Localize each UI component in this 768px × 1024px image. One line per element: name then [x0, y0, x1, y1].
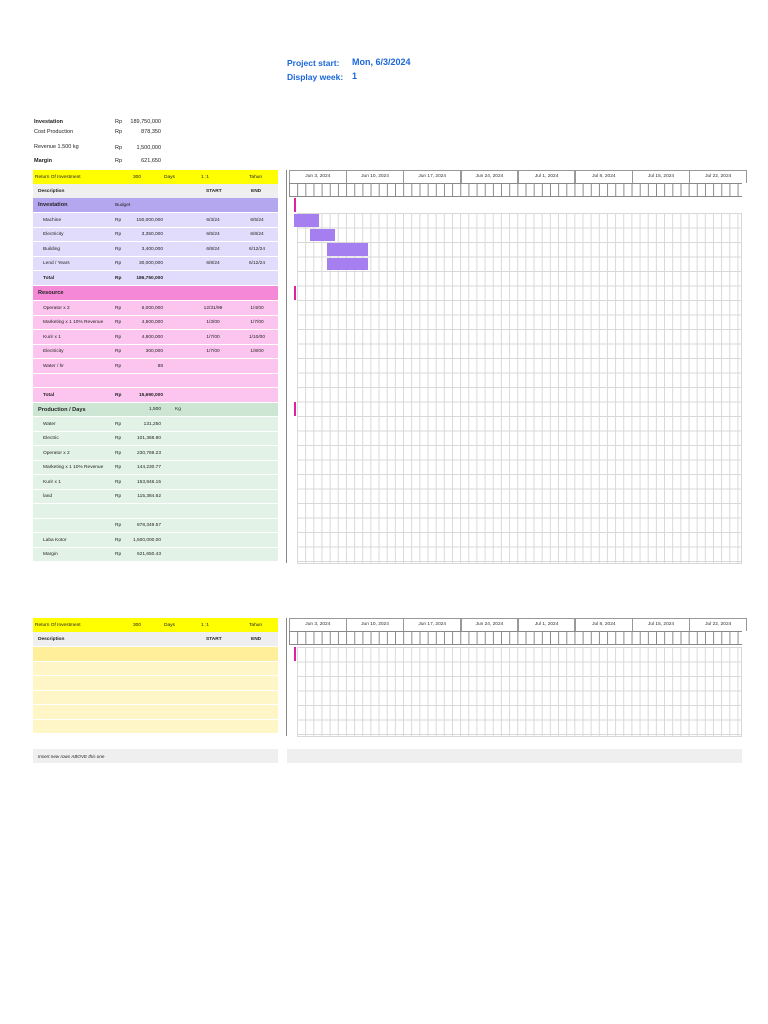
- gantt-grid-cells: [297, 647, 742, 737]
- row-desc: Laba Kotor: [43, 537, 67, 543]
- row-currency: Rp: [115, 217, 122, 223]
- row-end: 6/8/24: [250, 232, 264, 237]
- display-week-value[interactable]: 1: [352, 71, 358, 81]
- week-header: Jun 3, 2024: [289, 170, 347, 183]
- row-desc: Operator x 2: [43, 450, 70, 456]
- table-row[interactable]: [33, 316, 278, 331]
- row-desc: land: [43, 494, 53, 499]
- section-title: Production / Days: [38, 406, 86, 413]
- table-row[interactable]: [33, 257, 278, 272]
- total-currency: Rp: [115, 392, 122, 398]
- section-header-investation[interactable]: [33, 198, 278, 213]
- row-desc: Marketing x 1 10% Revenue: [43, 320, 104, 325]
- section-title: Investation: [38, 202, 68, 208]
- roi-unit: Days: [164, 174, 175, 180]
- roi-row: [33, 618, 278, 633]
- week-header: Jul 1, 2024: [518, 618, 576, 631]
- row-currency: Rp: [115, 334, 122, 340]
- row-value: 300,000: [145, 349, 163, 354]
- row-end: 1/4/00: [250, 305, 264, 311]
- table-row[interactable]: [33, 461, 278, 476]
- total-label: Total: [43, 275, 55, 281]
- column-end: END: [251, 188, 262, 194]
- display-week-label: Display week:: [287, 72, 344, 82]
- gantt-bar[interactable]: [327, 258, 368, 271]
- week-header: Jul 1, 2024: [518, 170, 576, 183]
- row-desc: Machine: [43, 217, 62, 223]
- row-currency: Rp: [115, 552, 122, 557]
- row-desc: Margin: [43, 552, 58, 557]
- roi-period: Tahun: [249, 174, 263, 180]
- row-start: 6/8/24: [206, 261, 220, 266]
- week-header: Jun 10, 2024: [346, 170, 404, 183]
- row-start: 6/3/24: [206, 217, 220, 223]
- roi-value[interactable]: 300: [133, 622, 142, 628]
- row-desc: Kurir x 1: [43, 334, 61, 340]
- row-currency: Rp: [115, 320, 122, 325]
- day-number-strip: [289, 183, 742, 197]
- row-value: 115,384.62: [137, 494, 161, 499]
- roi-row: [33, 170, 278, 185]
- week-header: Jun 17, 2024: [403, 170, 461, 183]
- row-start: 1/3/00: [206, 320, 220, 325]
- row-end: 6/5/24: [250, 217, 264, 223]
- total-value: 15,690,000: [138, 392, 163, 398]
- summary-currency: Rp: [115, 145, 123, 151]
- row-end: 1/8/00: [250, 349, 264, 354]
- week-header: Jul 22, 2024: [689, 170, 747, 183]
- week-header: Jul 22, 2024: [689, 618, 747, 631]
- insert-rows-note: Insert new rows ABOVE this one: [38, 754, 105, 759]
- total-row: [33, 271, 278, 286]
- budget-label: Budget: [115, 202, 131, 208]
- roi-label: Return Of Investment: [35, 622, 81, 628]
- week-header: Jul 15, 2024: [632, 170, 690, 183]
- table-row[interactable]: [33, 345, 278, 360]
- table-row[interactable]: [33, 475, 278, 490]
- table-row[interactable]: [33, 301, 278, 316]
- table-row[interactable]: [33, 691, 278, 706]
- row-currency: Rp: [115, 261, 122, 266]
- row-desc: Operator x 2: [43, 305, 70, 311]
- column-header-row: [33, 184, 278, 199]
- column-start: START: [206, 636, 222, 642]
- week-header: Jun 17, 2024: [403, 618, 461, 631]
- project-start-value[interactable]: Mon, 6/3/2024: [352, 57, 411, 67]
- row-value: 3,400,000: [141, 246, 163, 252]
- total-currency: Rp: [115, 275, 122, 281]
- table-row[interactable]: [33, 676, 278, 691]
- row-currency: Rp: [115, 537, 122, 543]
- column-description: Description: [38, 636, 65, 642]
- table-row[interactable]: [33, 720, 278, 735]
- gantt-bar[interactable]: [327, 243, 368, 256]
- row-desc: Lend / Years: [43, 261, 70, 266]
- week-header: Jul 8, 2024: [575, 170, 633, 183]
- summary-value: 1,500,000: [136, 145, 161, 151]
- table-row[interactable]: [33, 374, 278, 389]
- table-row[interactable]: [33, 519, 278, 534]
- summary-label: Margin: [34, 158, 53, 164]
- total-label: Total: [43, 392, 55, 398]
- roi-unit: Days: [164, 622, 175, 628]
- row-desc: Electric: [43, 436, 59, 441]
- row-currency: Rp: [115, 305, 122, 311]
- roi-label: Return Of Investment: [35, 174, 81, 180]
- row-desc: Marketing x 1 10% Revenue: [43, 465, 104, 470]
- gantt-divider: [286, 170, 287, 563]
- row-currency: Rp: [115, 436, 122, 441]
- table-row[interactable]: [33, 548, 278, 563]
- row-value: 150,000,000: [136, 217, 163, 223]
- row-end: 6/12/24: [248, 261, 265, 266]
- row-start: 6/8/24: [206, 246, 220, 252]
- summary-value: 189,750,000: [130, 119, 161, 125]
- table-row[interactable]: [33, 228, 278, 243]
- summary-currency: Rp: [115, 119, 123, 125]
- table-row[interactable]: [33, 647, 278, 662]
- today-marker: [294, 647, 296, 661]
- summary-value: 621,650: [141, 158, 161, 164]
- row-desc: Electricity: [43, 349, 64, 354]
- row-value: 1,500,000.00: [132, 537, 161, 543]
- today-marker: [294, 198, 296, 212]
- week-header: Jun 3, 2024: [289, 618, 347, 631]
- section-header-resource[interactable]: [33, 286, 278, 301]
- row-end: 6/12/24: [248, 246, 265, 252]
- table-row[interactable]: [33, 490, 278, 505]
- project-start-label: Project start:: [287, 58, 340, 68]
- gantt-footer-box: [287, 749, 742, 763]
- row-currency: Rp: [115, 246, 122, 252]
- row-currency: Rp: [115, 232, 122, 237]
- gantt-divider: [286, 618, 287, 736]
- row-currency: Rp: [115, 450, 122, 456]
- table-row[interactable]: [33, 662, 278, 677]
- week-header: Jul 15, 2024: [632, 618, 690, 631]
- row-desc: Building: [43, 246, 61, 252]
- column-description: Description: [38, 188, 65, 194]
- row-value: 6,000,000: [141, 305, 163, 311]
- summary-currency: Rp: [115, 129, 123, 135]
- row-desc: Water / hr: [43, 363, 64, 369]
- row-value: 101,368.80: [136, 436, 161, 441]
- row-currency: Rp: [115, 465, 122, 470]
- table-row[interactable]: [33, 330, 278, 345]
- row-value: 230,769.23: [136, 450, 161, 456]
- column-start: START: [206, 188, 222, 194]
- table-row[interactable]: [33, 504, 278, 519]
- production-qty[interactable]: 1,500: [148, 407, 161, 412]
- week-header: Jul 8, 2024: [575, 618, 633, 631]
- row-end: 1/7/00: [250, 320, 264, 325]
- row-currency: Rp: [115, 421, 122, 427]
- summary-label: Investation: [34, 119, 64, 125]
- summary-label: Cost Production: [34, 129, 74, 135]
- row-currency: Rp: [115, 523, 122, 528]
- row-desc: Water: [43, 421, 56, 427]
- roi-value[interactable]: 300: [133, 174, 142, 180]
- row-currency: Rp: [115, 494, 122, 499]
- roi-ratio: 1 :1: [201, 174, 210, 180]
- row-start: 1/7/00: [206, 349, 220, 354]
- total-row: [33, 388, 278, 403]
- roi-ratio: 1 :1: [201, 622, 210, 628]
- table-row[interactable]: [33, 432, 278, 447]
- gantt-bar[interactable]: [294, 214, 319, 227]
- row-value: 4,800,000: [141, 334, 163, 340]
- row-value: 3,350,000: [141, 232, 163, 237]
- week-header: Jun 24, 2024: [461, 170, 519, 183]
- row-value: 621,650.43: [136, 552, 161, 557]
- row-end: 1/10/00: [248, 334, 265, 340]
- column-end: END: [251, 636, 262, 642]
- day-number-strip: [289, 631, 742, 645]
- insert-rows-note-box: [33, 749, 278, 763]
- row-desc: Kurir x 1: [43, 479, 61, 485]
- summary-label: Revenue 1.500 kg: [34, 144, 79, 150]
- table-row[interactable]: [33, 446, 278, 461]
- gantt-bar[interactable]: [310, 229, 335, 242]
- gantt-grid: [289, 647, 742, 736]
- row-start: 1/7/00: [206, 334, 220, 340]
- row-value: 30,000,000: [138, 261, 163, 266]
- summary-value: 878,350: [141, 129, 161, 135]
- week-header: Jun 24, 2024: [461, 618, 519, 631]
- production-unit: Kg: [175, 407, 181, 412]
- row-start: 12/31/99: [203, 305, 223, 311]
- row-value: 4,500,000: [141, 320, 163, 325]
- table-row[interactable]: [33, 359, 278, 374]
- row-currency: Rp: [115, 363, 122, 369]
- row-value: 144,230.77: [136, 465, 161, 470]
- row-value: 88: [157, 363, 163, 369]
- row-start: 6/5/24: [206, 232, 220, 237]
- week-header: Jun 10, 2024: [346, 618, 404, 631]
- today-marker: [294, 286, 296, 300]
- column-header-row: [33, 632, 278, 647]
- table-row[interactable]: [33, 213, 278, 228]
- table-row[interactable]: [33, 533, 278, 548]
- summary-currency: Rp: [115, 158, 123, 164]
- table-row[interactable]: [33, 242, 278, 257]
- roi-period: Tahun: [249, 622, 263, 628]
- today-marker: [294, 402, 296, 416]
- table-row[interactable]: [33, 705, 278, 720]
- row-value: 878,349.57: [136, 523, 161, 528]
- row-value: 131,250: [143, 421, 161, 427]
- table-row[interactable]: [33, 417, 278, 432]
- total-value: 186,750,000: [136, 275, 163, 281]
- section-title: Resource: [38, 290, 64, 296]
- row-currency: Rp: [115, 349, 122, 354]
- row-desc: Electricity: [43, 232, 64, 237]
- row-currency: Rp: [115, 479, 122, 485]
- row-value: 153,846.15: [136, 479, 161, 485]
- section-header-production[interactable]: [33, 403, 278, 418]
